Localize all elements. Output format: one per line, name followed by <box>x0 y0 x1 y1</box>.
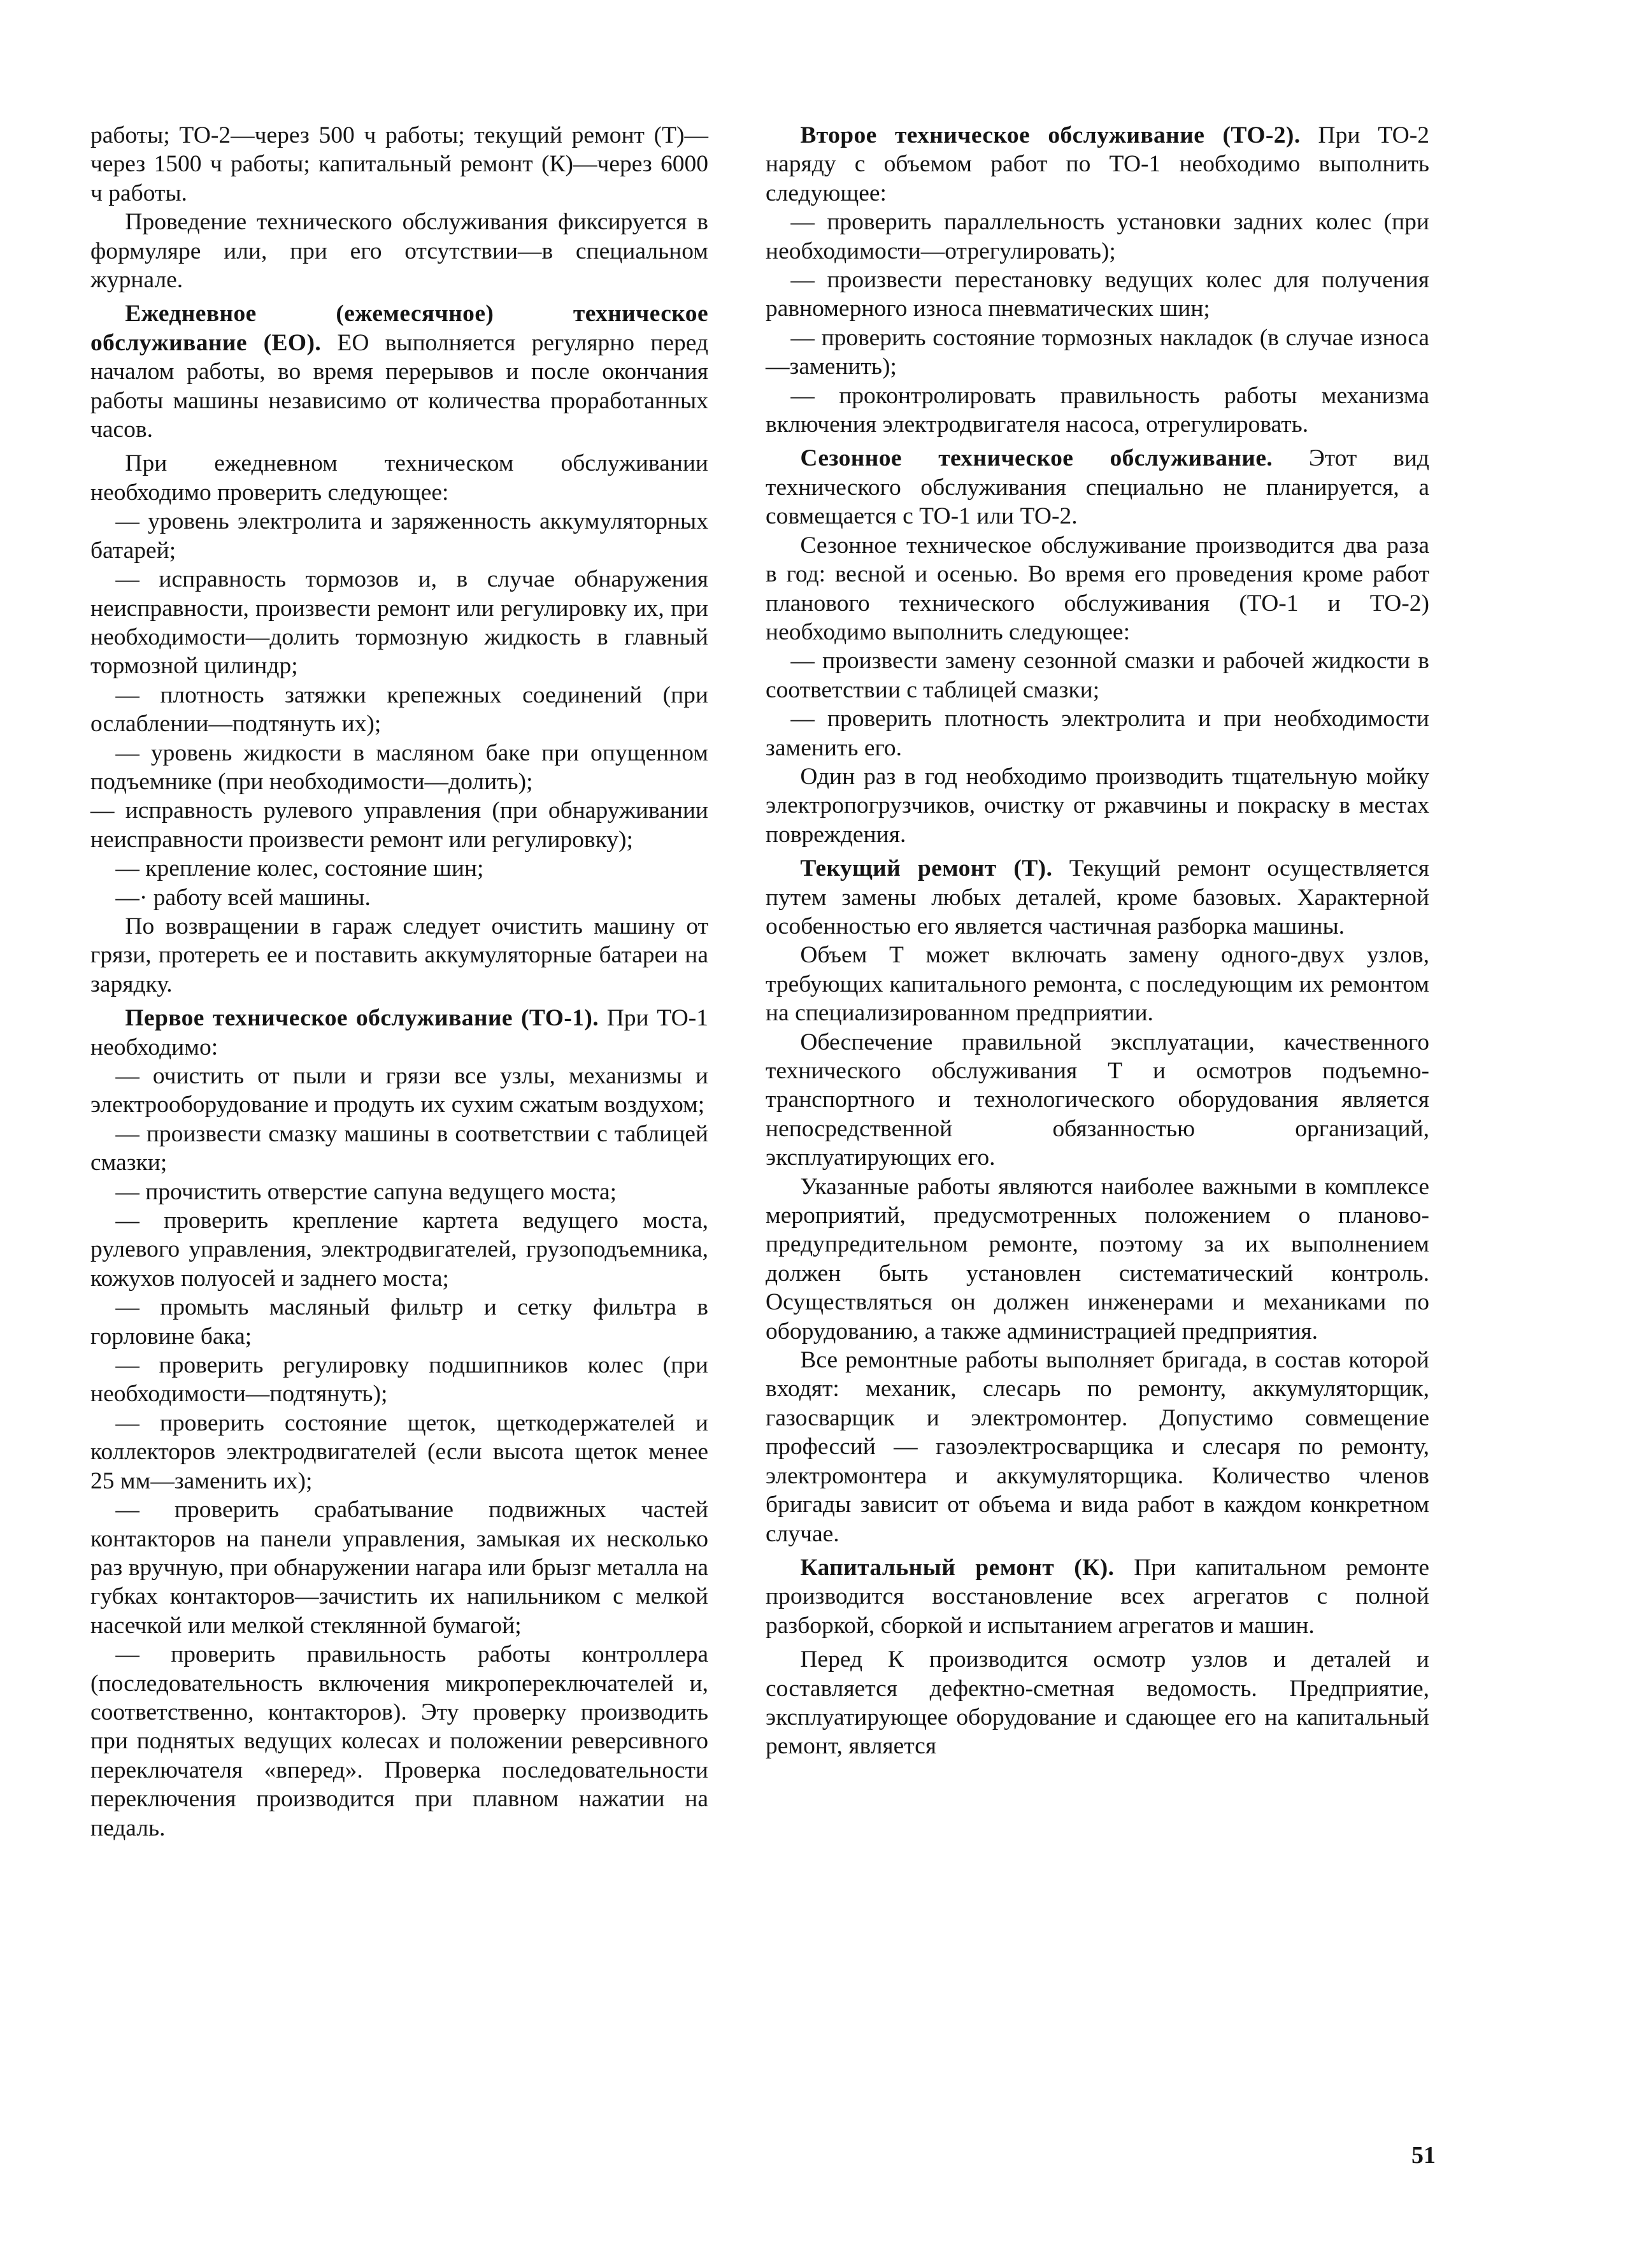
paragraph <box>90 121 708 208</box>
paragraph-text: По возвращении в гараж следует очистить машину от грязи, протереть ее и поставить аккумуляторные батареи на зарядку. <box>90 913 708 997</box>
paragraph <box>766 1645 1429 1761</box>
section-heading: Капитальный ремонт (К). <box>800 1554 1115 1581</box>
paragraph-text: — проверить параллельность установки задних колес (при необходимости—отрегулировать); <box>766 209 1429 264</box>
paragraph-text: — исправность рулевого управления (при обнаруживании неисправности произвести ремонт или регулировку); <box>90 797 708 853</box>
paragraph-text: — проверить состояние щеток, щеткодержателей и коллекторов электродвигателей (если высота щеток менее 25 мм—заменить их); <box>90 1409 708 1494</box>
paragraph-text: Этот вид технического обслуживания специально не планируется, а совмещается с ТО-1 или ТО-2. <box>766 445 1429 530</box>
section-heading: Первое техническое обслуживание (ТО-1). <box>125 1005 599 1032</box>
page-number: 51 <box>1411 2142 1436 2169</box>
paragraph-text: — произвести замену сезонной смазки и рабочей жидкости в соответствии с таблицей смазки; <box>766 648 1429 703</box>
paragraph <box>90 299 708 444</box>
paragraph <box>90 208 708 294</box>
right-text-column <box>766 121 1429 1761</box>
paragraph <box>90 1004 708 1062</box>
paragraph-text: — плотность затяжки крепежных соединений (при ослаблении—подтянуть их); <box>90 681 708 738</box>
section-heading: Второе техническое обслуживание (ТО-2). <box>800 122 1301 148</box>
paragraph-text: — проверить правильность работы контроллера (последовательность включения микропереключателей и, соответственно, контакторов). Эту проверку производить при поднятых ведущих колесах и положении реверсивного переключателя «вперед». Проверка последовательности переключения производится при плавном нажатии на педаль. <box>90 1641 708 1841</box>
paragraph <box>90 565 708 681</box>
paragraph-text: Перед К производится осмотр узлов и деталей и составляется дефектно-сметная ведомость. Предприятие, эксплуатирующее оборудование и сдающее его на капитальный ремонт, является <box>766 1646 1429 1760</box>
section-heading: Сезонное техническое обслуживание. <box>800 445 1273 472</box>
paragraph <box>90 1206 708 1293</box>
paragraph-text: — промыть масляный фильтр и сетку фильтра в горловине бака; <box>90 1294 708 1350</box>
section-heading: Ежедневное (ежемесячное) техническое обслуживание (ЕО). <box>90 301 708 356</box>
paragraph <box>766 324 1429 382</box>
paragraph <box>90 1062 708 1120</box>
paragraph-text: При ежедневном техническом обслуживании необходимо проверить следующее: <box>90 450 708 506</box>
paragraph-text: При ТО-1 необходимо: <box>90 1005 708 1060</box>
paragraph-text: Указанные работы являются наиболее важными в комплексе мероприятий, предусмотренных положением о планово-предупредительном ремонте, поэтому за их выполнением должен быть установлен систематический контроль. Осуществляться он должен инженерами и механиками по оборудованию, а также администрацией предприятия. <box>766 1173 1429 1344</box>
paragraph-text: Один раз в год необходимо производить тщательную мойку электропогрузчиков, очистку от ржавчины и покраску в местах повреждения. <box>766 763 1429 848</box>
paragraph <box>90 739 708 797</box>
paragraph <box>90 1409 708 1495</box>
paragraph <box>766 646 1429 704</box>
paragraph <box>766 121 1429 208</box>
paragraph <box>766 382 1429 439</box>
paragraph <box>90 854 708 883</box>
paragraph-text: — проверить крепление картета ведущего моста, рулевого управления, электродвигателей, грузоподъемника, кожухов полуосей и заднего моста; <box>90 1208 708 1292</box>
paragraph <box>766 266 1429 324</box>
paragraph <box>90 1351 708 1409</box>
paragraph <box>90 507 708 565</box>
paragraph-text: — очистить от пыли и грязи все узлы, механизмы и электрооборудование и продуть их сухим сжатым воздухом; <box>90 1063 708 1118</box>
paragraph-text: Проведение технического обслуживания фиксируется в формуляре или, при его отсутствии—в специальном журнале. <box>90 209 708 294</box>
paragraph-text: — проверить плотность электролита и при необходимости заменить его. <box>766 706 1429 761</box>
paragraph-text: —· работу всей машины. <box>115 884 371 911</box>
paragraph <box>766 208 1429 266</box>
paragraph <box>766 854 1429 941</box>
left-text-column <box>90 121 708 1843</box>
paragraph-text: — исправность тормозов и, в случае обнаружения неисправности, произвести ремонт или регулировку их, при необходимости—долить тормозную жидкость в главный тормозной цилиндр; <box>90 566 708 680</box>
paragraph <box>766 1028 1429 1173</box>
paragraph-text: Текущий ремонт осуществляется путем замены любых деталей, кроме базовых. Характерной особенностью его является частичная разборка машины. <box>766 855 1429 939</box>
paragraph <box>90 1178 708 1206</box>
paragraph-text: — произвести перестановку ведущих колес для получения равномерного износа пневматических шин; <box>766 267 1429 322</box>
paragraph <box>766 1346 1429 1548</box>
paragraph <box>90 681 708 739</box>
paragraph <box>766 762 1429 849</box>
paragraph <box>766 1553 1429 1640</box>
paragraph-text: Все ремонтные работы выполняет бригада, в состав которой входят: механик, слесарь по ремонту, аккумуляторщик, газосварщик и электромонтер. Допустимо совмещение профессий — газоэлектросварщика и слесаря по ремонту, электромонтера и аккумуляторщика. Количество членов бригады зависит от объема и вида работ в каждом конкретном случае. <box>766 1347 1429 1547</box>
paragraph <box>90 1120 708 1178</box>
paragraph-text: работы; ТО-2—через 500 ч работы; текущий ремонт (Т)—через 1500 ч работы; капитальный ремонт (К)—через 6000 ч работы. <box>90 122 708 206</box>
paragraph <box>766 704 1429 762</box>
paragraph <box>90 1640 708 1843</box>
paragraph <box>90 1495 708 1640</box>
paragraph-text: ЕО выполняется регулярно перед началом работы, во время перерывов и после окончания работы машины независимо от количества проработанных часов. <box>90 329 709 443</box>
paragraph <box>766 531 1429 647</box>
paragraph <box>90 796 708 854</box>
section-heading: Текущий ремонт (Т). <box>800 855 1053 882</box>
paragraph <box>90 883 708 912</box>
paragraph-text: — произвести смазку машины в соответствии с таблицей смазки; <box>90 1120 708 1176</box>
paragraph-text: — проконтролировать правильность работы механизма включения электродвигателя насоса, отрегулировать. <box>766 382 1429 438</box>
paragraph <box>90 912 708 999</box>
paragraph <box>766 444 1429 531</box>
paragraph <box>90 449 708 507</box>
paragraph-text: — уровень жидкости в масляном баке при опущенном подъемнике (при необходимости—долить); <box>90 739 708 795</box>
paragraph-text: — уровень электролита и заряженность аккумуляторных батарей; <box>90 508 708 564</box>
paragraph-text: При капитальном ремонте производится восстановление всех агрегатов с полной разборкой, сборкой и испытанием агрегатов и машин. <box>766 1554 1429 1639</box>
paragraph-text: — проверить состояние тормозных накладок (в случае износа—заменить); <box>766 324 1429 380</box>
paragraph-text: — крепление колес, состояние шин; <box>115 855 484 882</box>
paragraph-text: При ТО-2 наряду с объемом работ по ТО-1 необходимо выполнить следующее: <box>766 122 1429 206</box>
paragraph-text: — проверить срабатывание подвижных частей контакторов на панели управления, замыкая их несколько раз вручную, при обнаружении нагара или брызг металла на губках контакторов—зачистить их напильником с мелкой насечкой или мелкой стеклянной бумагой; <box>90 1497 708 1639</box>
paragraph <box>90 1293 708 1351</box>
paragraph <box>766 941 1429 1027</box>
paragraph <box>766 1173 1429 1346</box>
paragraph-text: Сезонное техническое обслуживание производится два раза в год: весной и осенью. Во время его проведения кроме работ планового технического обслуживания (ТО-1 и ТО-2) необходимо выполнить следующее: <box>766 532 1429 645</box>
paragraph-text: — прочистить отверстие сапуна ведущего моста; <box>115 1178 617 1205</box>
paragraph-text: Объем Т может включать замену одного-двух узлов, требующих капитального ремонта, с последующим их ремонтом на специализированном предприятии. <box>766 942 1429 1027</box>
paragraph-text: Обеспечение правильной эксплуатации, качественного технического обслуживания Т и осмотров подъемно-транспортного и технологического оборудования является непосредственной обязанностью организаций, эксплуатирующих его. <box>766 1029 1429 1171</box>
paragraph-text: — проверить регулировку подшипников колес (при необходимости—подтянуть); <box>90 1352 708 1408</box>
